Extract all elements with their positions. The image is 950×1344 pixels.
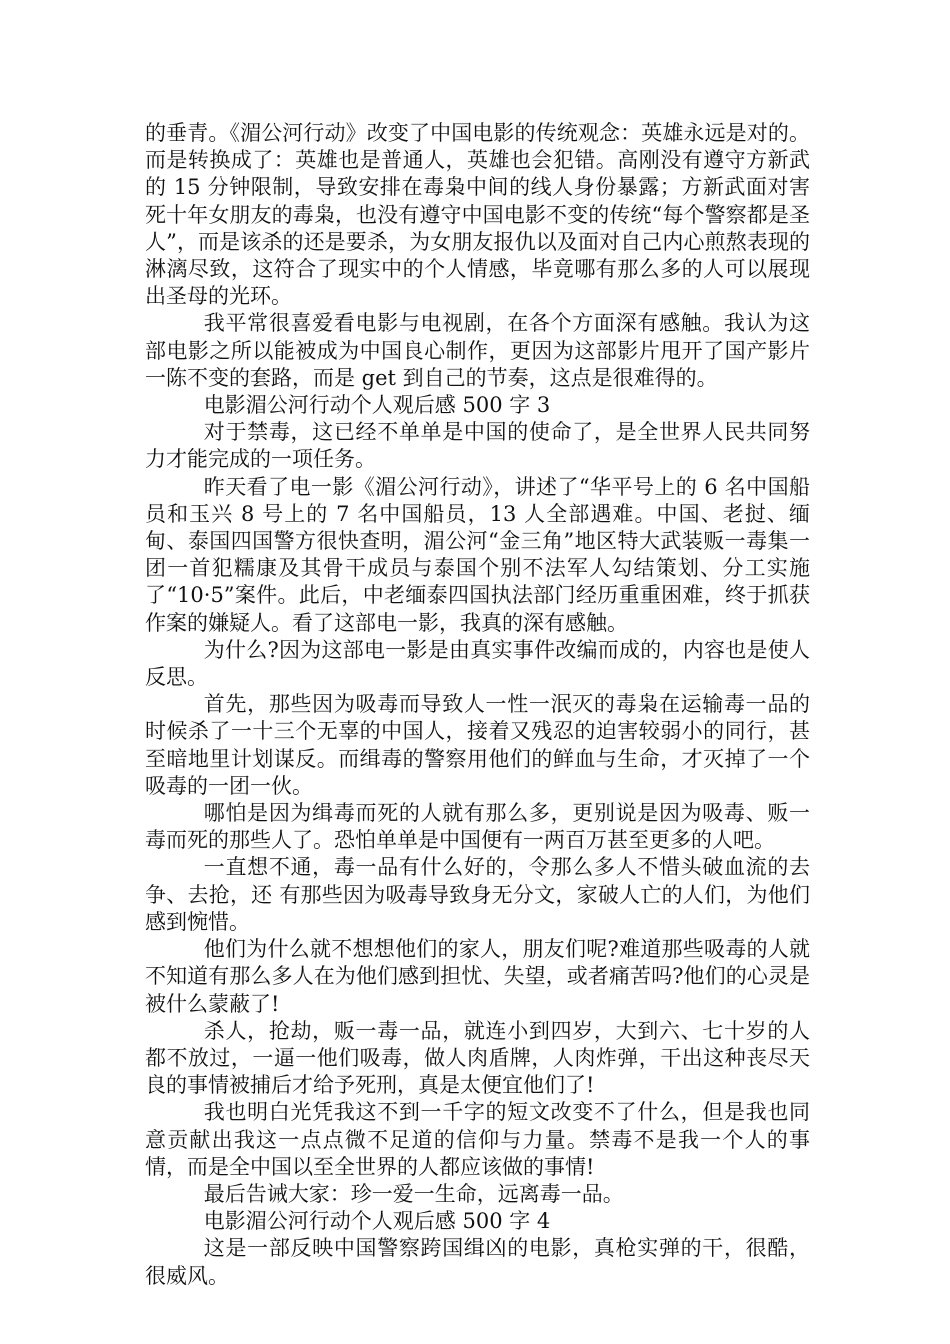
paragraph: 为什么?因为这部电一影是由真实事件改编而成的，内容也是使人反思。 [145, 637, 810, 690]
paragraph: 我也明白光凭我这不到一千字的短文改变不了什么，但是我也同意贡献出我这一点点微不足道的信仰与力量。禁毒不是我一个人的事情，而是全中国以至全世界的人都应该做的事情! [145, 1100, 810, 1179]
paragraph: 首先，那些因为吸毒而导致人一性一泯灭的毒枭在运输毒一品的时候杀了一十三个无辜的中国人，接着又残忍的迫害较弱小的同行，甚至暗地里计划谋反。而缉毒的警察用他们的鲜血与生命，才灭掉了一个吸毒的一团一伙。 [145, 692, 810, 798]
paragraph: 杀人，抢劫，贩一毒一品，就连小到四岁，大到六、七十岁的人都不放过，一逼一他们吸毒，做人肉盾牌，人肉炸弹，干出这种丧尽天良的事情被捕后才给予死刑，真是太便宜他们了! [145, 1018, 810, 1098]
document-body [145, 120, 810, 1290]
section-heading: 电影湄公河行动个人观后感 500 字 4 [203, 1209, 551, 1234]
paragraph: 这是一部反映中国警察跨国缉凶的电影，真枪实弹的干，很酷，很威风。 [145, 1236, 810, 1288]
section-heading: 电影湄公河行动个人观后感 500 字 3 [203, 393, 551, 418]
paragraph: 一直想不通，毒一品有什么好的，令那么多人不惜头破血流的去争、去抢，还 有那些因为吸毒导致身无分文，家破人亡的人们，为他们感到惋惜。 [145, 855, 810, 934]
paragraph: 昨天看了电一影《湄公河行动》，讲述了“华平号上的 6 名中国船员和玉兴 8 号上的 7 名中国船员，13 人全部遇难。中国、老挝、缅甸、泰国四国警方很快查明，湄公河“金三角”地区特大武装贩一毒集一团一首犯糯康及其骨干成员与泰国个别不法军人勾结策划、分工实施了“10·5”案件。此后，中老缅泰四国执法部门经历重重困难，终于抓获作案的嫌疑人。看了这部电一影，我真的深有感触。 [145, 474, 810, 635]
paragraph: 他们为什么就不想想他们的家人，朋友们呢?难道那些吸毒的人就不知道有那么多人在为他们感到担忧、失望，或者痛苦吗?他们的心灵是被什么蒙蔽了! [145, 937, 810, 1016]
paragraph: 哪怕是因为缉毒而死的人就有那么多，更别说是因为吸毒、贩一毒而死的那些人了。恐怕单单是中国便有一两百万甚至更多的人吧。 [145, 801, 810, 853]
paragraph: 最后告诫大家：珍一爱一生命，远离毒一品。 [203, 1181, 624, 1206]
paragraph: 对于禁毒，这已经不单单是中国的使命了，是全世界人民共同努力才能完成的一项任务。 [145, 420, 810, 472]
paragraph-continuation: 的垂青。《湄公河行动》改变了中国电影的传统观念：英雄永远是对的。而是转换成了：英雄也是普通人，英雄也会犯错。高刚没有遵守方新武的 15 分钟限制，导致安排在毒枭中间的线人身份暴露；方新武面对害死十年女朋友的毒枭，也没有遵守中国电影不变的传统“每个警察都是圣人”，而是该杀的还是要杀，为女朋友报仇以及面对自己内心煎熬表现的淋漓尽致，这符合了现实中的个人情感，毕竟哪有那么多的人可以展现出圣母的光环。 [145, 121, 810, 309]
paragraph: 我平常很喜爱看电影与电视剧，在各个方面深有感触。我认为这部电影之所以能被成为中国良心制作，更因为这部影片甩开了国产影片一陈不变的套路，而是 get 到自己的节奏，这点是很难得的。 [145, 311, 810, 390]
